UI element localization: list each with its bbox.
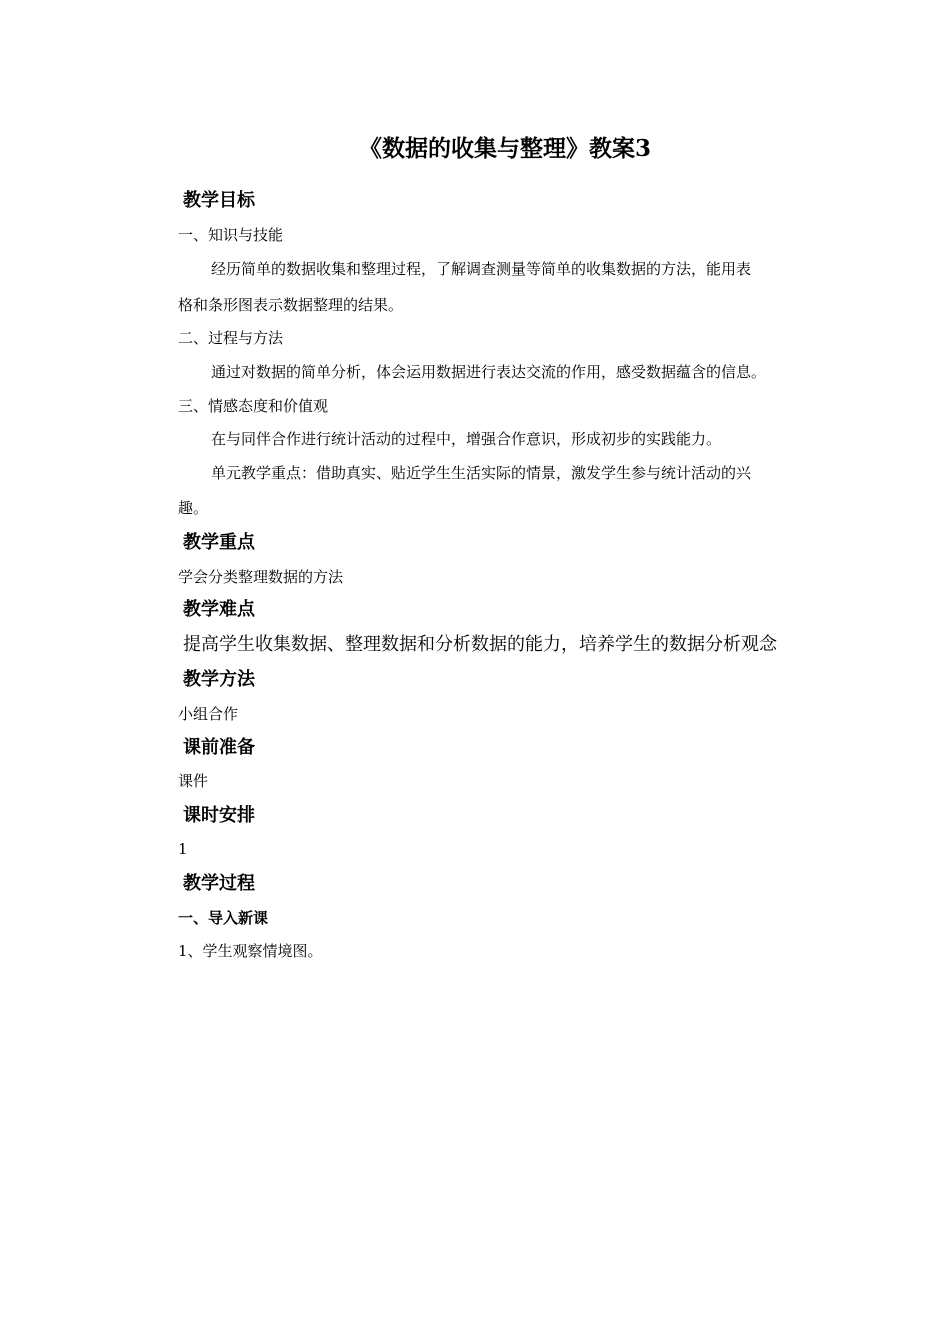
goal3-text: 在与同伴合作进行统计活动的过程中，增强合作意识，形成初步的实践能力。 [211, 430, 722, 448]
difficulty-text: 提高学生收集数据、整理数据和分析数据的能力，培养学生的数据分析观念 [183, 634, 777, 655]
goal2-text: 通过对数据的简单分析，体会运用数据进行表达交流的作用，感受数据蕴含的信息。 [211, 363, 767, 381]
schedule-text: 1 [178, 840, 188, 858]
section-heading-difficulty: 教学难点 [183, 599, 255, 620]
prep-text: 课件 [178, 772, 209, 790]
method-text: 小组合作 [178, 705, 239, 723]
page-title: 《数据的收集与整理》教案3 [358, 135, 651, 162]
goal1-text-line1: 经历简单的数据收集和整理过程，了解调查测量等简单的收集数据的方法，能用表 [211, 260, 752, 278]
section-heading-goals: 教学目标 [183, 190, 255, 211]
goal1-text-line2: 格和条形图表示数据整理的结果。 [178, 296, 404, 314]
goal1-heading: 一、知识与技能 [178, 226, 284, 244]
section-heading-key: 教学重点 [183, 532, 255, 553]
goal3-heading: 三、情感态度和价值观 [178, 397, 329, 415]
process-item-1: 1、学生观察情境图。 [178, 942, 323, 960]
unit-focus-line1: 单元教学重点：借助真实、贴近学生生活实际的情景，激发学生参与统计活动的兴 [211, 464, 752, 482]
section-heading-process: 教学过程 [183, 873, 255, 894]
section-heading-prep: 课前准备 [183, 737, 255, 758]
unit-focus-line2: 趣。 [178, 499, 209, 517]
section-heading-method: 教学方法 [183, 669, 255, 690]
key-text: 学会分类整理数据的方法 [178, 568, 344, 586]
process-subheading-1: 一、导入新课 [178, 909, 269, 927]
section-heading-schedule: 课时安排 [183, 805, 255, 826]
goal2-heading: 二、过程与方法 [178, 329, 284, 347]
